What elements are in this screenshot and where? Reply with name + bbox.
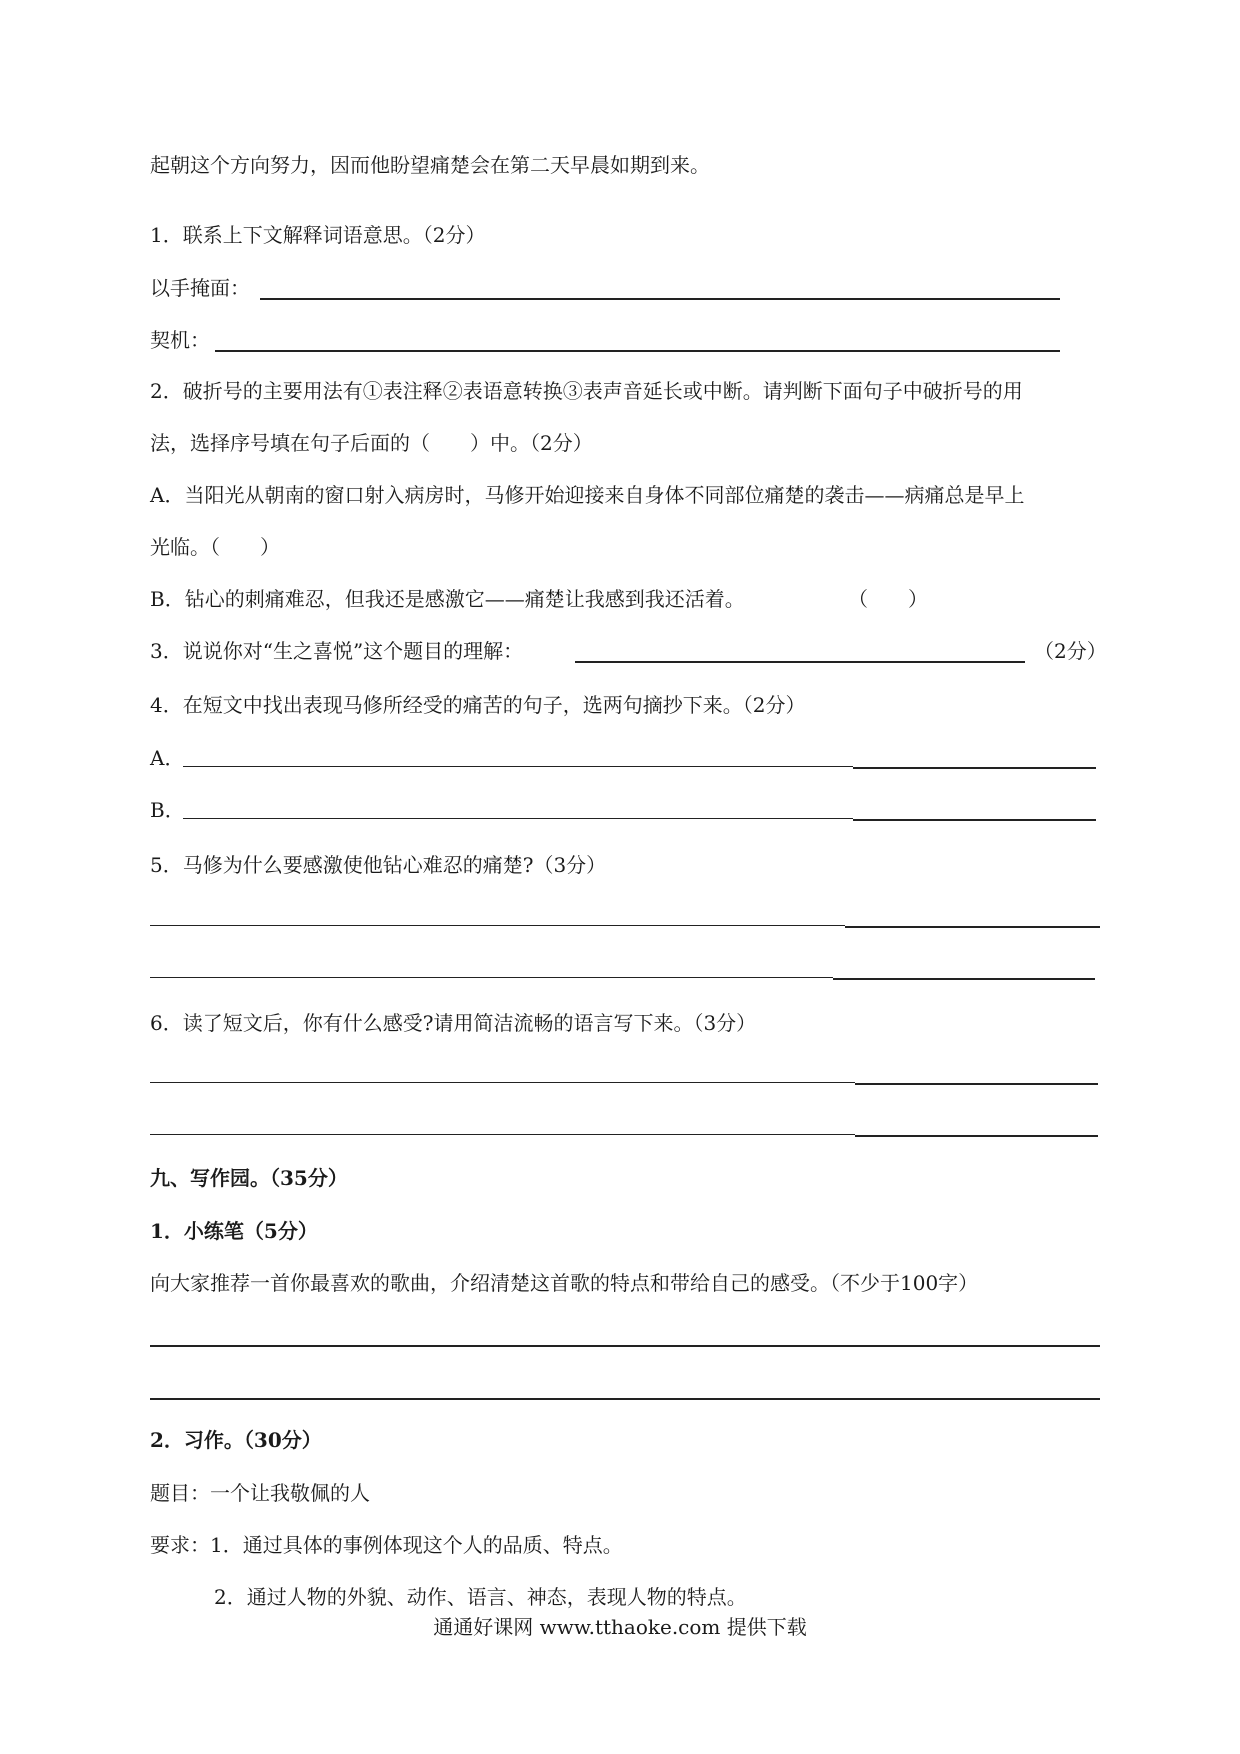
sub-1-writing-line-1 [150, 1345, 1100, 1347]
q3-answer-line [575, 661, 1025, 663]
q4-b-answer-line [183, 818, 853, 819]
question-4: 4．在短文中找出表现马修所经受的痛苦的句子，选两句摘抄下来。（2分） [150, 693, 806, 717]
question-2-a-line-1: A．当阳光从朝南的窗口射入病房时，马修开始迎接来自身体不同部位痛楚的袭击——病痛总是早上 [150, 483, 1025, 507]
passage-end: 起朝这个方向努力，因而他盼望痛楚会在第二天早晨如期到来。 [150, 153, 710, 177]
question-2-a-line-2: 光临。（ ） [150, 535, 280, 559]
q1-term-2-answer-line [215, 350, 1060, 352]
q4-a-answer-line [183, 766, 853, 767]
question-3: 3．说说你对“生之喜悦”这个题目的理解： [150, 639, 524, 663]
question-3-score: （2分） [1034, 639, 1107, 663]
page-footer: 通通好课网 www.tthaoke.com 提供下载 [433, 1615, 807, 1639]
essay-requirement-2: 2．通过人物的外貌、动作、语言、神态，表现人物的特点。 [214, 1585, 747, 1609]
q6-answer-line-1 [150, 1082, 855, 1083]
q5-answer-line-2-end [833, 978, 1095, 980]
q5-answer-line-1-end [845, 926, 1100, 928]
q6-answer-line-2-end [855, 1135, 1098, 1137]
essay-topic: 题目：一个让我敬佩的人 [150, 1481, 370, 1505]
section-9-sub-1-prompt: 向大家推荐一首你最喜欢的歌曲，介绍清楚这首歌的特点和带给自己的感受。（不少于100字） [150, 1271, 979, 1295]
q5-answer-line-2 [150, 977, 833, 978]
question-2-b-line: B．钻心的刺痛难忍，但我还是感激它——痛楚让我感到我还活着。 [150, 587, 745, 611]
question-6: 6．读了短文后，你有什么感受?请用简洁流畅的语言写下来。（3分） [150, 1011, 757, 1035]
section-9-sub-2-title: 2．习作。（30分） [150, 1428, 322, 1452]
q1-term-1-label: 以手掩面： [150, 276, 250, 300]
section-9-sub-1-title: 1．小练笔（5分） [150, 1219, 318, 1243]
question-2-b-paren: （ ） [848, 587, 928, 611]
section-9-title: 九、写作园。（35分） [150, 1166, 348, 1190]
question-1: 1．联系上下文解释词语意思。（2分） [150, 223, 486, 247]
q4-a-answer-line-end [853, 767, 1096, 769]
q4-b-answer-line-end [853, 819, 1096, 821]
question-5: 5．马修为什么要感激使他钻心难忍的痛楚?（3分） [150, 853, 607, 877]
q6-answer-line-2 [150, 1134, 855, 1135]
question-2-line-2: 法，选择序号填在句子后面的（ ）中。（2分） [150, 431, 593, 455]
q1-term-2-label: 契机： [150, 328, 210, 352]
sub-1-writing-line-2 [150, 1398, 1100, 1400]
q4-a-label: A． [150, 746, 185, 770]
q5-answer-line-1 [150, 925, 845, 926]
essay-requirement-1: 要求：1．通过具体的事例体现这个人的品质、特点。 [150, 1533, 623, 1557]
question-2-line-1: 2．破折号的主要用法有①表注释②表语意转换③表声音延长或中断。请判断下面句子中破折号的用 [150, 379, 1023, 403]
q1-term-1-answer-line [260, 298, 1060, 300]
q6-answer-line-1-end [855, 1083, 1098, 1085]
q4-b-label: B． [150, 798, 185, 822]
